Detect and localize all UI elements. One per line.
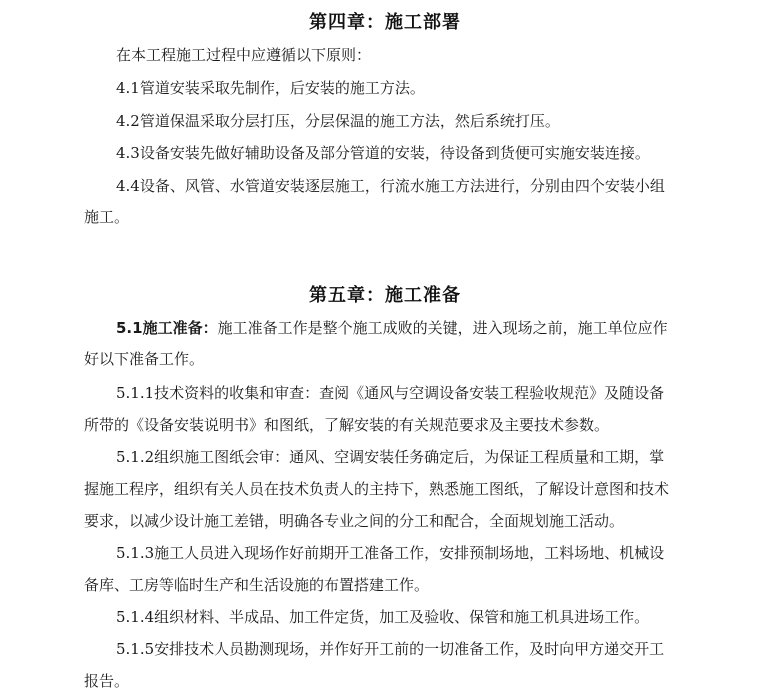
paragraph-4-1: 4.1管道安装采取先制作，后安装的施工方法。: [116, 79, 425, 97]
chapter-4-intro: 在本工程施工过程中应遵循以下原则：: [116, 46, 372, 64]
section-5-1-line-2: 好以下准备工作。: [84, 350, 205, 368]
section-5-1-5-line-2: 报告。: [84, 672, 130, 690]
section-5-1-3-line-2: 备库、工房等临时生产和生活设施的布置搭建工作。: [84, 576, 430, 594]
paragraph-4-3: 4.3设备安装先做好辅助设备及部分管道的安装，待设备到货便可实施安装连接。: [116, 144, 650, 162]
section-5-1-text: 施工准备工作是整个施工成败的关键，进入现场之前，施工单位应作: [217, 319, 668, 337]
section-5-1-5-line-1: 5.1.5安排技术人员勘测现场，并作好开工前的一切准备工作，及时向甲方递交开工: [116, 640, 665, 658]
section-5-1-2-line-3: 要求，以减少设计施工差错，明确各专业之间的分工和配合，全面规划施工活动。: [84, 512, 625, 530]
section-5-1-2-line-2: 握施工程序，组织有关人员在技术负责人的主持下，熟悉施工图纸，了解设计意图和技术: [84, 480, 670, 498]
section-5-1-3-line-1: 5.1.3施工人员进入现场作好前期开工准备工作，安排预制场地，工料场地、机械设: [116, 544, 665, 562]
section-5-1-2-line-1: 5.1.2组织施工图纸会审：通风、空调安装任务确定后，为保证工程质量和工期，掌: [116, 448, 665, 466]
paragraph-4-4-line-1: 4.4设备、风管、水管道安装逐层施工，行流水施工方法进行，分别由四个安装小组: [116, 177, 665, 195]
chapter-5-title: 第五章：施工准备: [309, 285, 461, 306]
section-5-1-label: 5.1施工准备：: [116, 319, 218, 337]
paragraph-4-4-line-2: 施工。: [84, 208, 130, 226]
section-5-1-1-line-1: 5.1.1技术资料的收集和审查：查阅《通风与空调设备安装工程验收规范》及随设备: [116, 384, 665, 402]
section-5-1-4-line-1: 5.1.4组织材料、半成品、加工件定货，加工及验收、保管和施工机具进场工作。: [116, 608, 650, 626]
section-5-1-line-1: [116, 318, 668, 338]
chapter-4-title: 第四章：施工部署: [309, 12, 461, 33]
section-5-1-1-line-2: 所带的《设备安装说明书》和图纸，了解安装的有关规范要求及主要技术参数。: [84, 416, 610, 434]
paragraph-4-2: 4.2管道保温采取分层打压，分层保温的施工方法，然后系统打压。: [116, 112, 560, 130]
